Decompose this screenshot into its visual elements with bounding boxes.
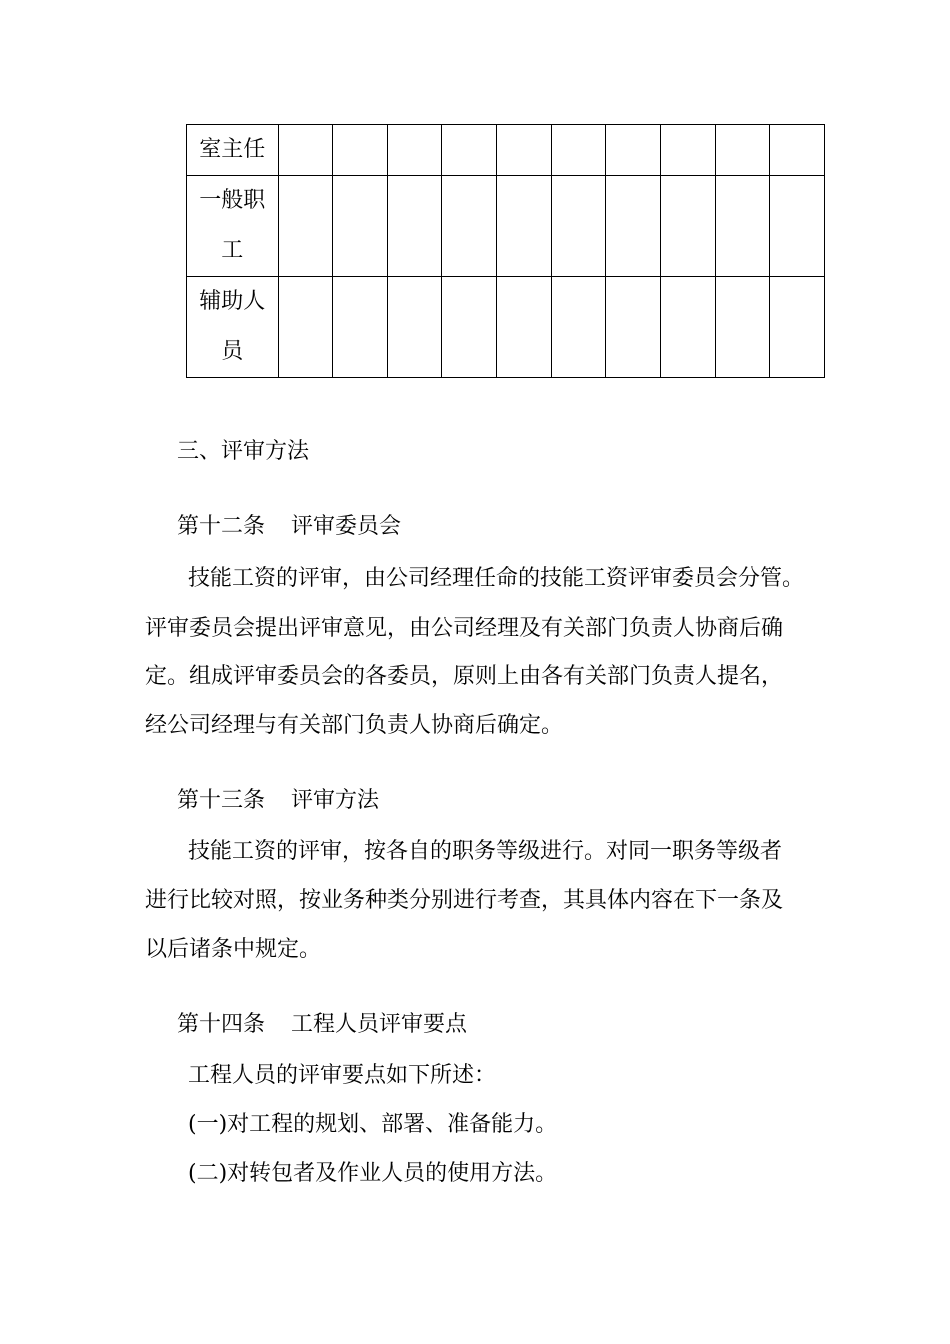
table-cell bbox=[333, 125, 388, 176]
paragraph-line: 经公司经理与有关部门负责人协商后确定。 bbox=[145, 713, 564, 738]
table-cell bbox=[278, 176, 333, 277]
paragraph-line: 工程人员的评审要点如下所述： bbox=[188, 1063, 497, 1088]
table-cell bbox=[661, 277, 716, 378]
table-cell bbox=[387, 176, 442, 277]
table-cell bbox=[333, 277, 388, 378]
row-label-text: 工 bbox=[221, 238, 244, 263]
row-label-text: 室主任 bbox=[199, 137, 266, 162]
table-cell bbox=[715, 277, 770, 378]
article-heading bbox=[177, 1010, 467, 1040]
article-number: 第十四条 bbox=[177, 1012, 266, 1037]
table-cell bbox=[387, 277, 442, 378]
table-cell bbox=[278, 277, 333, 378]
table-row bbox=[187, 277, 825, 378]
table-cell bbox=[661, 176, 716, 277]
list-item: (二)对转包者及作业人员的使用方法。 bbox=[188, 1161, 558, 1186]
table-row bbox=[187, 125, 825, 176]
table-cell bbox=[715, 176, 770, 277]
article-number: 第十二条 bbox=[177, 514, 266, 539]
list-item: (一)对工程的规划、部署、准备能力。 bbox=[188, 1112, 558, 1137]
article-number: 第十三条 bbox=[177, 788, 266, 813]
article-title: 工程人员评审要点 bbox=[291, 1012, 468, 1037]
paragraph-line: 技能工资的评审，按各自的职务等级进行。对同一职务等级者 bbox=[188, 839, 783, 864]
table-cell bbox=[715, 125, 770, 176]
article-title: 评审委员会 bbox=[291, 514, 402, 539]
paragraph-line: 以后诸条中规定。 bbox=[145, 937, 322, 962]
table-cell bbox=[442, 176, 497, 277]
table-cell bbox=[333, 176, 388, 277]
section-heading: 三、评审方法 bbox=[177, 439, 310, 464]
table-cell bbox=[606, 125, 661, 176]
table-row bbox=[187, 176, 825, 277]
article-heading bbox=[177, 786, 379, 816]
table-cell bbox=[606, 176, 661, 277]
row-label-text: 员 bbox=[221, 339, 244, 364]
table-cell bbox=[497, 125, 552, 176]
table-cell bbox=[770, 125, 825, 176]
table-cell bbox=[661, 125, 716, 176]
row-label bbox=[187, 176, 279, 277]
table-cell bbox=[278, 125, 333, 176]
article-title: 评审方法 bbox=[291, 788, 380, 813]
table-cell bbox=[442, 125, 497, 176]
row-label-text: 一般职 bbox=[199, 188, 266, 213]
table-cell bbox=[551, 125, 606, 176]
paragraph-line: 定。组成评审委员会的各委员，原则上由各有关部门负责人提名， bbox=[145, 664, 784, 689]
paragraph-line: 进行比较对照，按业务种类分别进行考查，其具体内容在下一条及 bbox=[145, 888, 784, 913]
table-cell bbox=[770, 277, 825, 378]
row-label bbox=[187, 277, 279, 378]
paragraph-line: 评审委员会提出评审意见，由公司经理及有关部门负责人协商后确 bbox=[145, 616, 784, 641]
article-heading bbox=[177, 512, 401, 542]
row-label bbox=[187, 125, 279, 176]
table-cell bbox=[387, 125, 442, 176]
table-cell bbox=[551, 277, 606, 378]
table-cell bbox=[497, 277, 552, 378]
table-cell bbox=[442, 277, 497, 378]
grade-table bbox=[186, 124, 825, 378]
table-cell bbox=[551, 176, 606, 277]
paragraph-line: 技能工资的评审，由公司经理任命的技能工资评审委员会分管。 bbox=[188, 566, 805, 591]
table-cell bbox=[770, 176, 825, 277]
table-cell bbox=[497, 176, 552, 277]
table-cell bbox=[606, 277, 661, 378]
row-label-text: 辅助人 bbox=[199, 289, 266, 314]
